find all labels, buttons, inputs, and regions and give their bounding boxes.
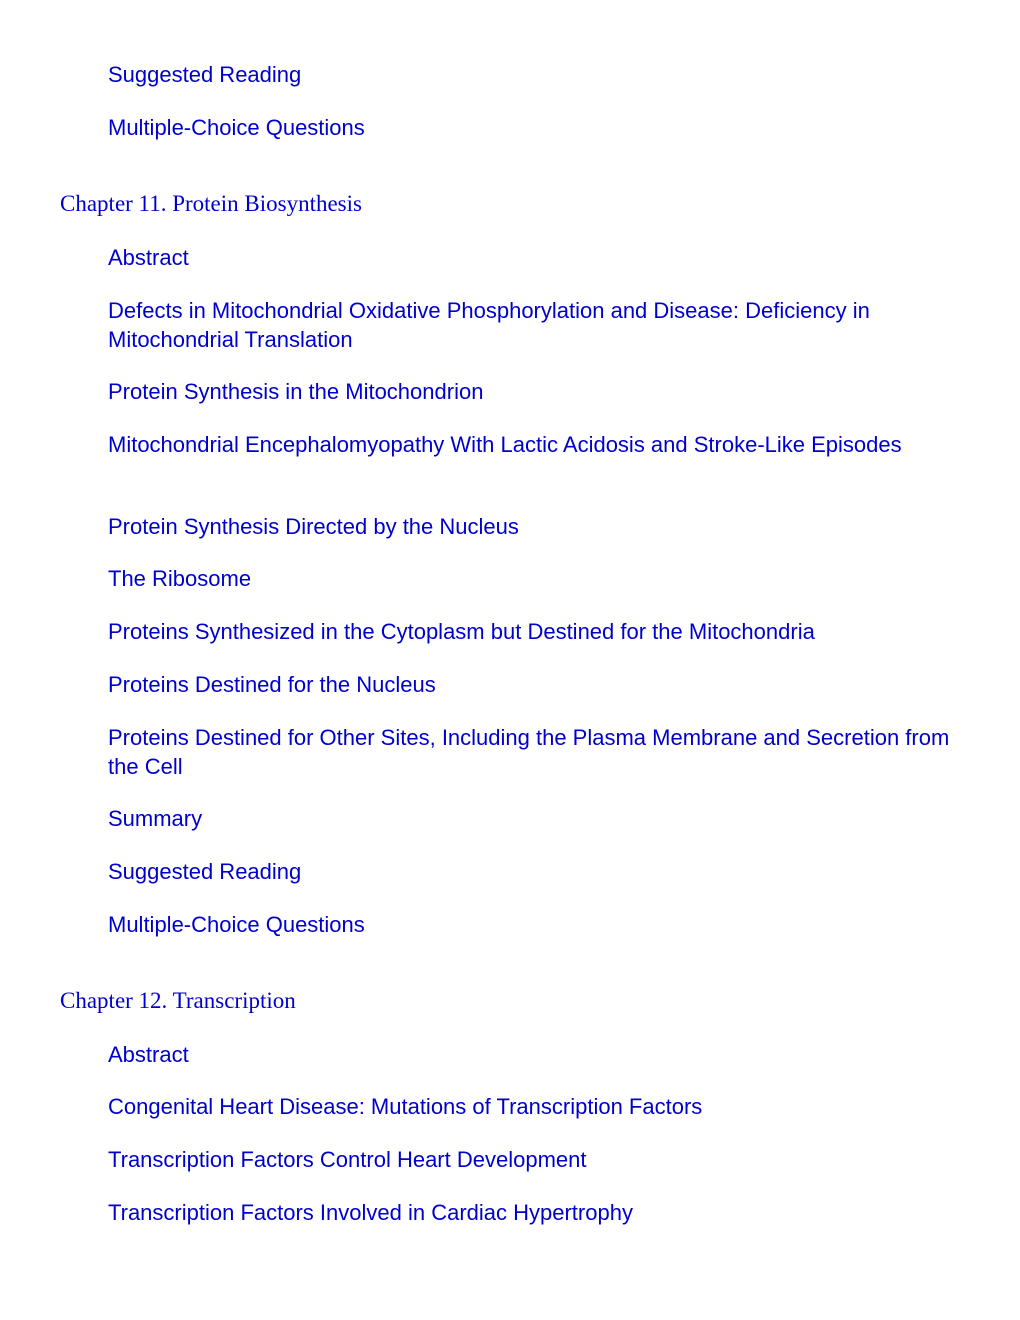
- toc-link-mitochondrial-translation-deficiency[interactable]: Defects in Mitochondrial Oxidative Phosphorylation and Disease: Deficiency in Mitochondrial Translation: [108, 298, 870, 352]
- toc-link-abstract[interactable]: Abstract: [108, 245, 189, 270]
- toc-link-melas[interactable]: Mitochondrial Encephalomyopathy With Lactic Acidosis and Stroke-Like Episodes: [108, 432, 902, 457]
- toc-link-summary[interactable]: Summary: [108, 806, 203, 831]
- toc-link-heart-development[interactable]: Transcription Factors Control Heart Development: [108, 1147, 587, 1172]
- toc-link-proteins-destined-other-sites[interactable]: Proteins Destined for Other Sites, Including the Plasma Membrane and Secretion from the Cell: [108, 725, 950, 779]
- chapter-12-heading[interactable]: Chapter 12. Transcription: [60, 988, 296, 1013]
- toc-link-multiple-choice-questions[interactable]: Multiple-Choice Questions: [108, 115, 365, 140]
- toc-link-ribosome[interactable]: The Ribosome: [108, 566, 252, 591]
- toc-link-abstract[interactable]: Abstract: [108, 1042, 189, 1067]
- toc-link-proteins-destined-nucleus[interactable]: Proteins Destined for the Nucleus: [108, 672, 436, 697]
- chapter-11-heading[interactable]: Chapter 11. Protein Biosynthesis: [60, 191, 362, 216]
- toc-link-suggested-reading[interactable]: Suggested Reading: [108, 859, 302, 884]
- toc-link-protein-synthesis-nucleus[interactable]: Protein Synthesis Directed by the Nucleus: [108, 514, 519, 539]
- toc-link-suggested-reading[interactable]: Suggested Reading: [108, 62, 302, 87]
- toc-link-proteins-destined-mitochondria[interactable]: Proteins Synthesized in the Cytoplasm but Destined for the Mitochondria: [108, 619, 815, 644]
- toc-link-cardiac-hypertrophy[interactable]: Transcription Factors Involved in Cardiac Hypertrophy: [108, 1200, 633, 1225]
- toc-link-multiple-choice-questions[interactable]: Multiple-Choice Questions: [108, 912, 365, 937]
- toc-link-protein-synthesis-mitochondrion[interactable]: Protein Synthesis in the Mitochondrion: [108, 379, 484, 404]
- toc-link-congenital-heart-disease[interactable]: Congenital Heart Disease: Mutations of Transcription Factors: [108, 1094, 703, 1119]
